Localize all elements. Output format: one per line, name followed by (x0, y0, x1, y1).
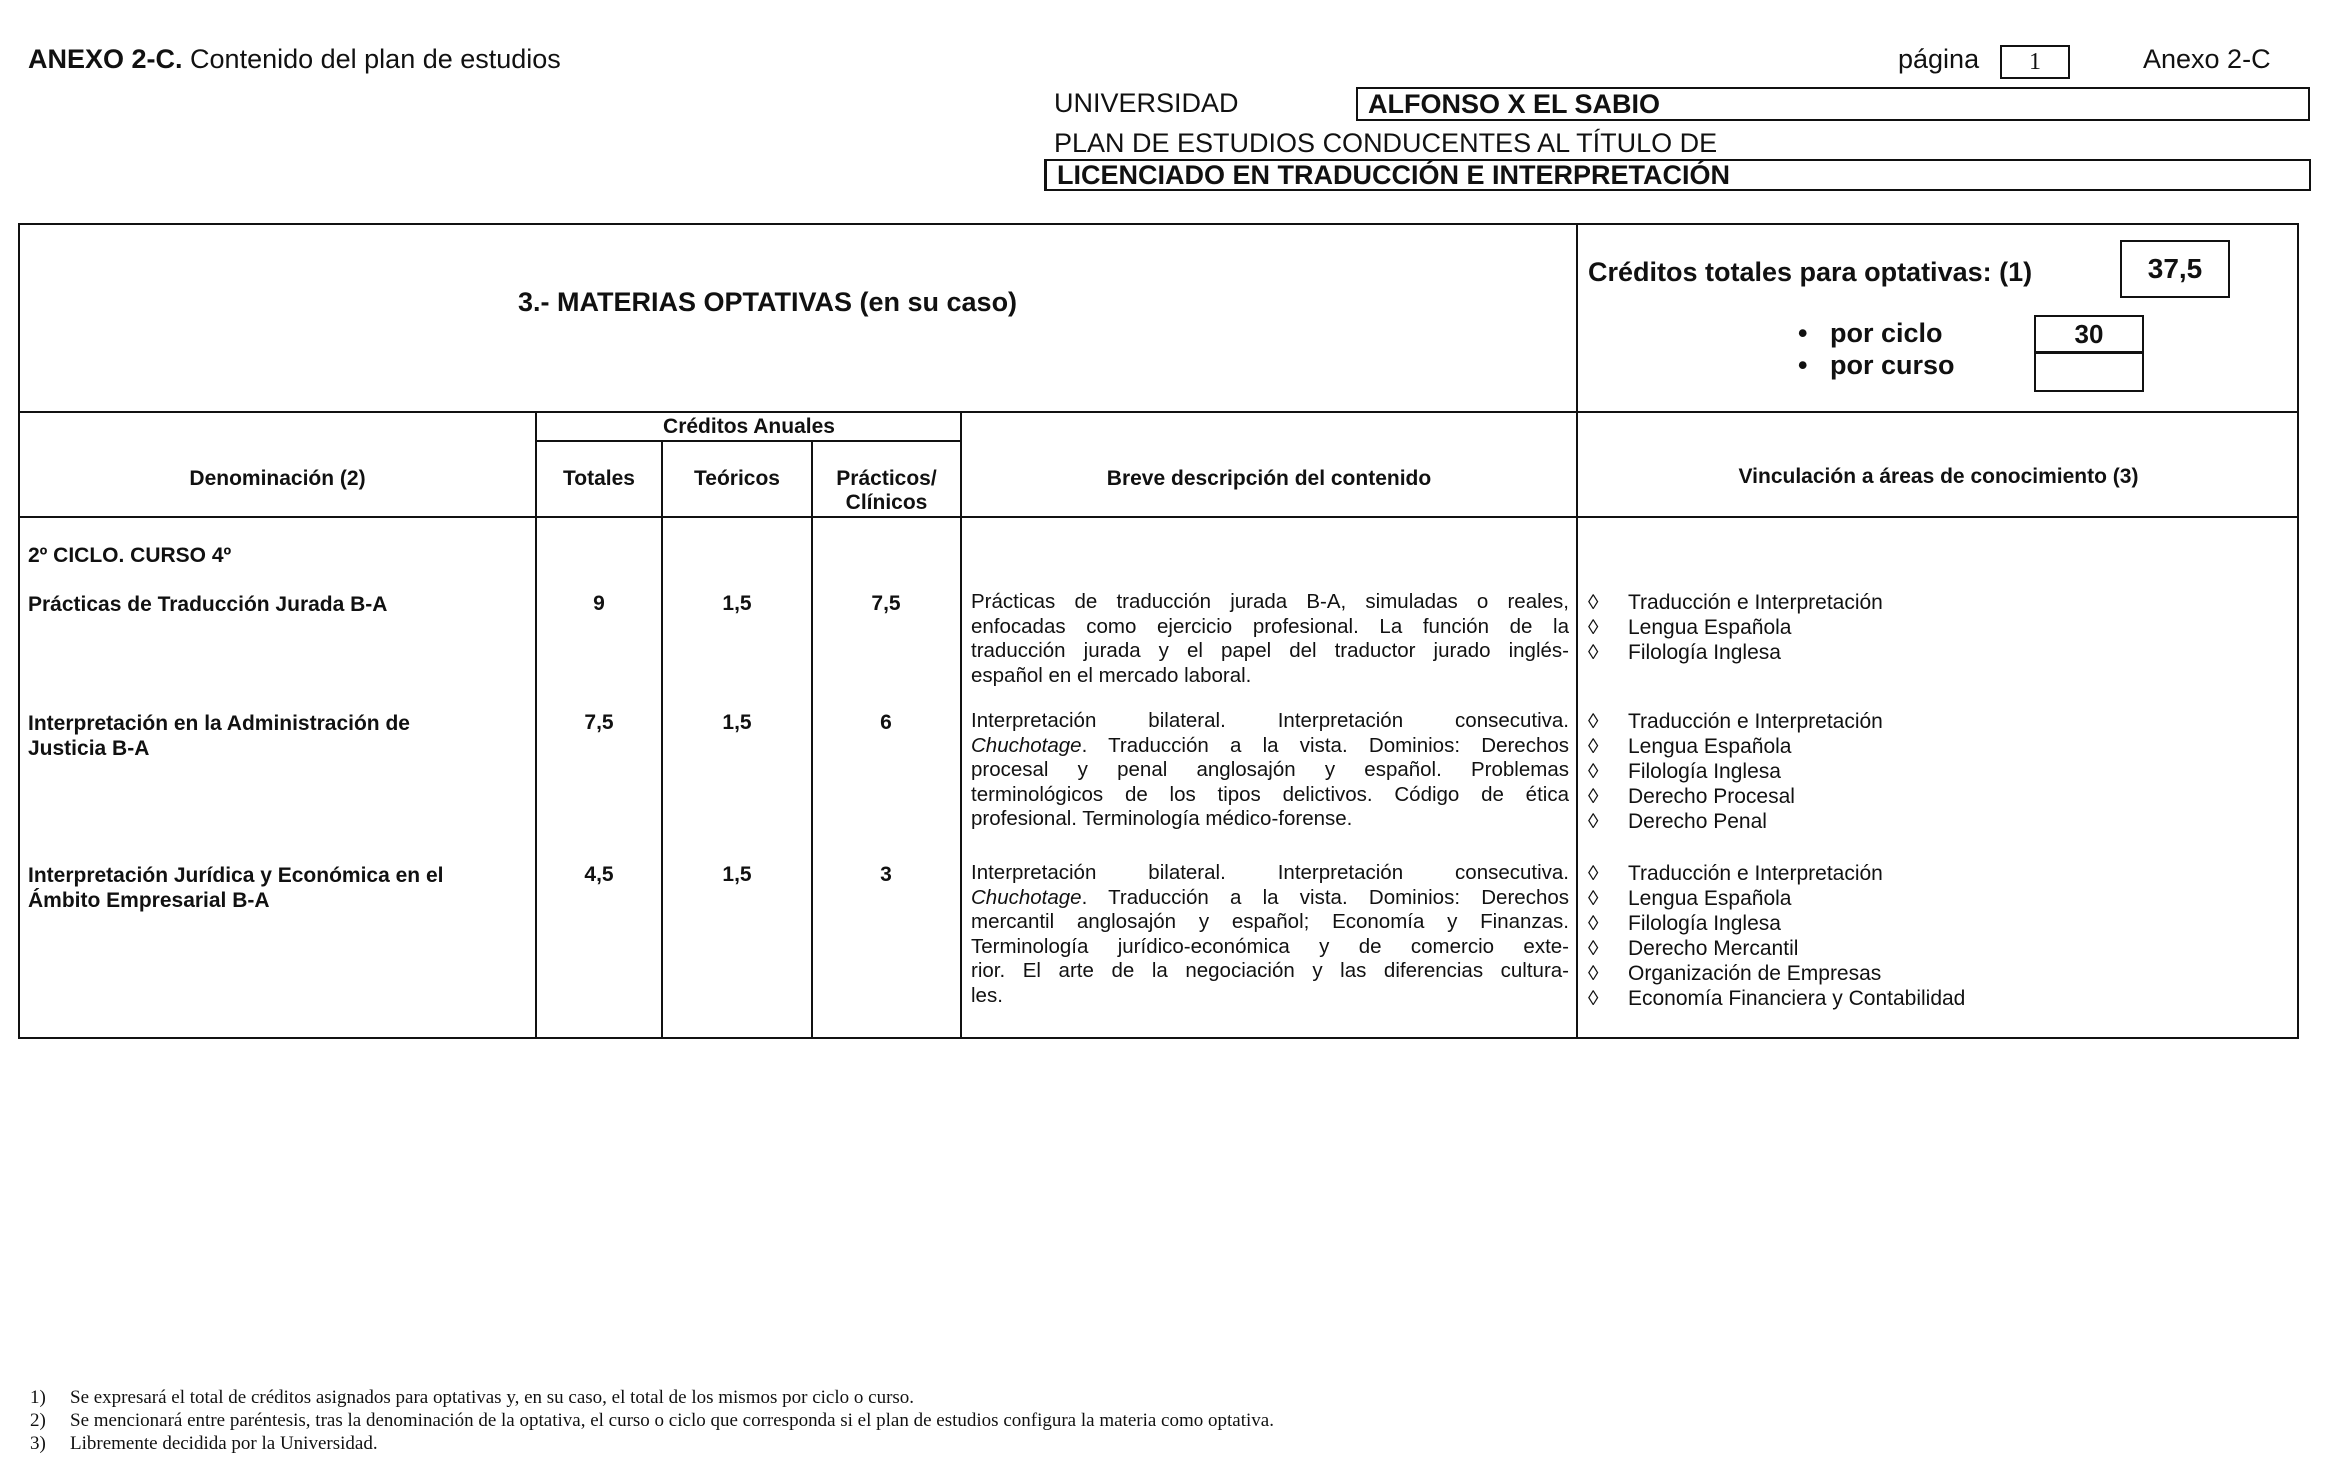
footnote: 3) Libremente decidida por la Universidad. (30, 1433, 378, 1454)
divider (1576, 223, 1578, 1039)
credits-practicos: 3 (880, 863, 892, 886)
document-title: ANEXO 2-C. Contenido del plan de estudios (28, 44, 561, 74)
footnotes (30, 1386, 1274, 1455)
list-item: ◊ Derecho Penal (1588, 810, 1767, 833)
subject-name: Interpretación Jurídica y Económica en el Ámbito Empresarial B-A (28, 864, 444, 912)
col-practicos: Prácticos/ Clínicos (836, 467, 937, 514)
footnote: 2) Se mencionará entre paréntesis, tras la denominación de la optativa, el curso o ciclo que corresponda si el plan de estudios configura la materia como optativa. (30, 1410, 1274, 1431)
credits-totales: 7,5 (584, 711, 614, 734)
subject-name: Interpretación en la Administración de Justicia B-A (28, 712, 410, 760)
divider (18, 516, 2299, 518)
subject-name: Prácticas de Traducción Jurada B-A (28, 593, 388, 616)
university-name: ALFONSO X EL SABIO (1356, 87, 2310, 121)
degree-title: LICENCIADO EN TRADUCCIÓN E INTERPRETACIÓN (1044, 159, 2311, 191)
list-item: ◊ Derecho Mercantil (1588, 937, 1799, 960)
list-item: ◊ Lengua Española (1588, 735, 1792, 758)
col-totales: Totales (563, 467, 635, 490)
credits-practicos: 6 (880, 711, 892, 734)
page-number: 1 (2000, 45, 2070, 79)
divider (535, 411, 537, 1039)
credits-teoricos: 1,5 (722, 592, 752, 615)
list-item: ◊ Filología Inglesa (1588, 641, 1781, 664)
credits-practicos: 7,5 (871, 592, 901, 615)
per-cycle-value: 30 (2034, 315, 2144, 353)
section-title: 3.- MATERIAS OPTATIVAS (en su caso) (518, 287, 1018, 317)
total-credits-value: 37,5 (2120, 240, 2230, 298)
list-item: ◊ Lengua Española (1588, 616, 1792, 639)
knowledge-areas (1588, 861, 1965, 1011)
credits-teoricos: 1,5 (722, 863, 752, 886)
credits-totales: 4,5 (584, 863, 614, 886)
divider (661, 440, 663, 1039)
list-item: ◊ Filología Inglesa (1588, 912, 1781, 935)
list-item: ◊ Lengua Española (1588, 887, 1792, 910)
cycle-label: 2º CICLO. CURSO 4º (28, 544, 232, 567)
divider (960, 411, 962, 1039)
university-label: UNIVERSIDAD (1054, 88, 1239, 118)
col-vinculacion: Vinculación a áreas de conocimiento (3) (1738, 465, 2139, 488)
knowledge-areas (1588, 709, 1883, 834)
page-label: página (1898, 44, 1980, 74)
per-course-value (2034, 352, 2144, 392)
credits-teoricos: 1,5 (722, 711, 752, 734)
footnote: 1) Se expresará el total de créditos asignados para optativas y, en su caso, el total de los mismos por ciclo o curso. (30, 1387, 915, 1408)
per-course-label: • por curso (1798, 350, 1955, 380)
knowledge-areas (1588, 590, 1883, 665)
list-item: ◊ Traducción e Interpretación (1588, 710, 1883, 733)
subject-description: Prácticas de traducción jurada B-A, simuladas o reales, enfocadas como ejercicio profesional. La función de la traducción jurada y el papel del traductor jurado inglés- español en el mercado laboral. (971, 590, 1569, 687)
list-item: ◊ Traducción e Interpretación (1588, 862, 1883, 885)
divider (811, 440, 813, 1039)
annex-label: Anexo 2-C (2143, 44, 2271, 74)
col-descripcion: Breve descripción del contenido (1106, 467, 1432, 490)
subject-description: Interpretación bilateral. Interpretación consecutiva. Chuchotage. Traducción a la vista. Dominios: Derechos mercantil anglosajón y español; Economía y Finanzas. Terminología jurídico-económica y de comercio exte- rior. El arte de la negociación y las diferencias cultura- les. (971, 861, 1569, 1007)
plan-label: PLAN DE ESTUDIOS CONDUCENTES AL TÍTULO DE (1054, 128, 1718, 158)
list-item: ◊ Traducción e Interpretación (1588, 591, 1883, 614)
subject-description: Interpretación bilateral. Interpretación consecutiva. Chuchotage. Traducción a la vista. Dominios: Derechos procesal y penal anglosajón y español. Problemas terminológicos de los tipos delictivos. Código de ética profesional. Terminología médico-forense. (971, 709, 1569, 830)
col-teoricos: Teóricos (694, 467, 780, 490)
col-denominacion: Denominación (2) (189, 467, 366, 490)
list-item: ◊ Economía Financiera y Contabilidad (1588, 987, 1966, 1010)
divider (18, 411, 2299, 413)
list-item: ◊ Filología Inglesa (1588, 760, 1781, 783)
total-credits-label: Créditos totales para optativas: (1) (1588, 257, 2033, 287)
divider (535, 440, 961, 442)
per-cycle-label: • por ciclo (1798, 318, 1943, 348)
credits-totales: 9 (593, 592, 605, 615)
col-creditos-anuales: Créditos Anuales (663, 415, 835, 438)
list-item: ◊ Organización de Empresas (1588, 962, 1882, 985)
list-item: ◊ Derecho Procesal (1588, 785, 1795, 808)
